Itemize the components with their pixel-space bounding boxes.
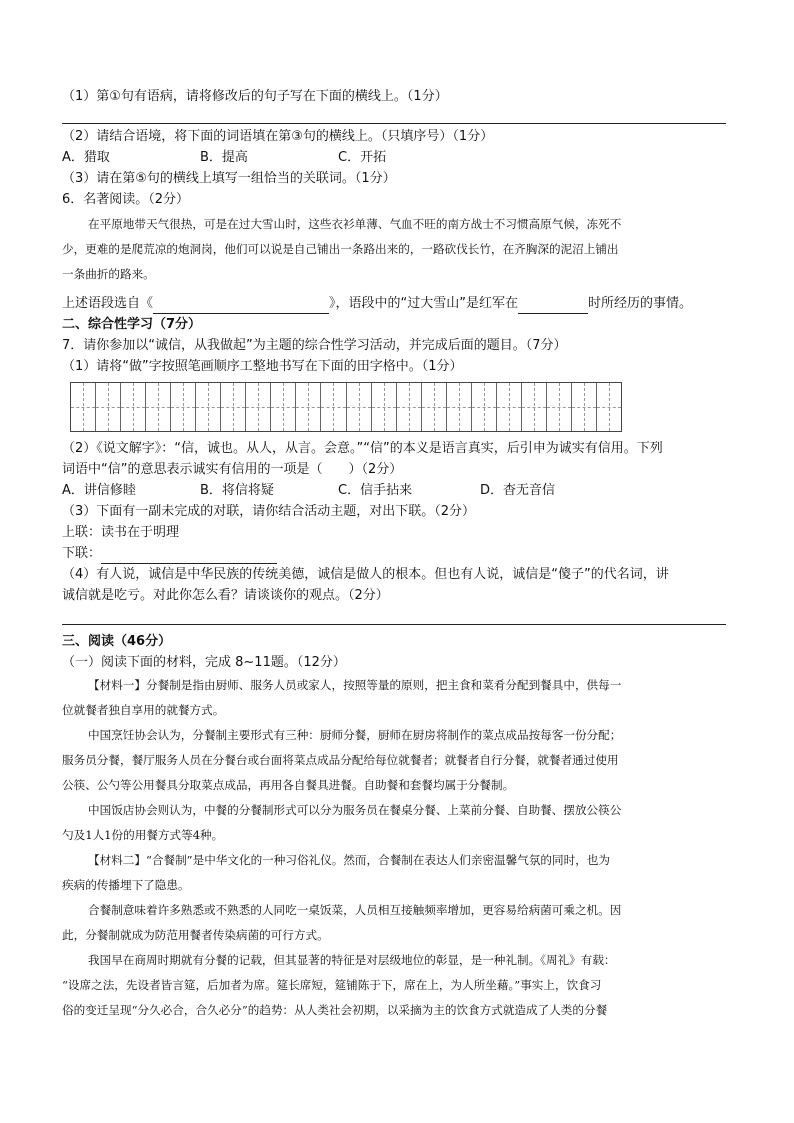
section-2-heading: 二、综合性学习（7分） (62, 317, 202, 332)
answer-line[interactable] (62, 123, 726, 124)
reading-material (62, 673, 726, 1023)
exam-page (62, 86, 726, 1023)
reading-line: 中国烹饪协会认为，分餐制主要形式有三种：厨师分餐，厨师在厨房将制作的菜点成品按每客一份分配； (88, 728, 622, 742)
tianzige-grid[interactable] (62, 382, 726, 432)
q7-sub4-line1: （4）有人说，诚信是中华民族的传统美德，诚信是做人的根本。但也有人说，诚信是“傻子”的代名词，讲 (62, 567, 669, 582)
q5-sub3: （3）请在第⑤句的横线上填写一组恰当的关联词。（1分） (62, 171, 396, 186)
q5-sub1: （1）第①句有语病，请将修改后的句子写在下面的横线上。（1分） (62, 89, 448, 104)
grid-cell[interactable] (372, 383, 397, 431)
couplet-lower-label: 下联： (62, 546, 102, 561)
grid-cell[interactable] (96, 383, 121, 431)
q7-sub2-line2: 词语中“信”的意思表示诚实有信用的一项是（ ）（2分） (62, 462, 403, 477)
q6-middle: 》，语段中的“过大雪山”是红军在 (329, 296, 518, 311)
passage-line: 少，更难的是爬荒凉的炮洞岗，他们可以说是自己铺出一条路出来的，一路砍伐长竹，在齐胸深的泥沼上铺出 (62, 242, 619, 256)
couplet-lower-blank[interactable] (101, 548, 277, 564)
q5-options (62, 147, 726, 168)
section-3-heading: 三、阅读（46分） (62, 634, 172, 649)
grid-cell[interactable] (472, 383, 497, 431)
grid-cell[interactable] (121, 383, 146, 431)
grid-cell[interactable] (321, 383, 346, 431)
grid-cell[interactable] (296, 383, 321, 431)
grid-cell[interactable] (221, 383, 246, 431)
grid-cell[interactable] (246, 383, 271, 431)
q7-sub1: （1）请将“做”字按照笔画顺序工整地书写在下面的田字格中。（1分） (62, 359, 463, 374)
option-b[interactable]: B．将信将疑 (200, 483, 274, 498)
reading-line: 勺及1人1份的用餐方式等4种。 (62, 828, 224, 842)
option-c[interactable]: C．开拓 (338, 150, 387, 165)
q5-sub2: （2）请结合语境，将下面的词语填在第③句的横线上。（只填序号）（1分） (62, 129, 494, 144)
q7-options (62, 480, 726, 501)
q6-passage (62, 212, 726, 287)
reading-line: 【材料二】“合餐制”是中华文化的一种习俗礼仪。然而，合餐制在表达人们亲密温馨气氛的同时，也为 (88, 853, 610, 867)
grid-cell[interactable] (347, 383, 372, 431)
q6-question (62, 293, 726, 314)
q6-title: 6．名著阅读。（2分） (62, 192, 190, 207)
passage-line: 一条曲折的路来。 (62, 267, 155, 281)
q7-sub4-line2: 诚信就是吃亏。对此你怎么看？请谈谈你的观点。（2分） (62, 588, 389, 603)
option-a[interactable]: A．讲信修睦 (62, 483, 136, 498)
reading-line: 位就餐者独自享用的就餐方式。 (62, 703, 225, 717)
option-a[interactable]: A．猎取 (62, 150, 110, 165)
grid-cell[interactable] (547, 383, 572, 431)
reading-line: 中国饭店协会则认为，中餐的分餐制形式可以分为服务员在餐桌分餐、上菜前分餐、自助餐、摆放公筷公 (88, 803, 622, 817)
q6-suffix: 时所经历的事情。 (588, 296, 693, 311)
passage-line: 在平原地带天气很热，可是在过大雪山时，这些衣衫单薄、气血不旺的南方战士不习惯高原气候，冻死不 (88, 217, 622, 231)
couplet-upper: 上联：读书在于明理 (62, 525, 180, 540)
event-blank[interactable] (518, 298, 588, 314)
option-d[interactable]: D．杳无音信 (480, 483, 556, 498)
grid-cell[interactable] (522, 383, 547, 431)
book-title-blank[interactable] (153, 298, 329, 314)
option-b[interactable]: B．提高 (200, 150, 248, 165)
grid-cell[interactable] (447, 383, 472, 431)
reading-line: 俗的变迁呈现“分久必合，合久必分”的趋势：从人类社会初期，以采摘为主的饮食方式就造成了人类的分餐 (62, 1003, 608, 1017)
grid-cell[interactable] (397, 383, 422, 431)
reading-line: 【材料一】分餐制是指由厨师、服务人员或家人，按照等量的原则，把主食和菜肴分配到餐具中，供每一 (88, 678, 622, 692)
q7-sub3: （3）下面有一副未完成的对联，请你结合活动主题，对出下联。（2分） (62, 504, 476, 519)
q7-title: 7．请你参加以“诚信，从我做起”为主题的综合性学习活动，并完成后面的题目。（7分） (62, 338, 567, 353)
reading-1-title: （一）阅读下面的材料，完成 8~11题。（12分） (62, 655, 346, 670)
answer-line[interactable] (62, 624, 726, 625)
reading-line: 疾病的传播埋下了隐患。 (62, 878, 190, 892)
grid-cell[interactable] (597, 383, 621, 431)
couplet-lower-row (62, 543, 726, 564)
grid-cell[interactable] (572, 383, 597, 431)
grid-cell[interactable] (196, 383, 221, 431)
reading-line: 此，分餐制就成为防范用餐者传染病菌的可行方式。 (62, 928, 329, 942)
q7-sub2-line1: （2）《说文解字》：“信，诚也。从人，从言。会意。”“信”的本义是语言真实，后引申为诚实有信用。下列 (62, 441, 663, 456)
option-c[interactable]: C．信手拈来 (338, 483, 413, 498)
reading-line: 合餐制意味着许多熟悉或不熟悉的人同吃一桌饭菜，人员相互接触频率增加，更容易给病菌可乘之机。因 (88, 903, 622, 917)
grid-cell[interactable] (171, 383, 196, 431)
grid-cell[interactable] (497, 383, 522, 431)
grid-cell[interactable] (271, 383, 296, 431)
reading-line: 公筷、公勺等公用餐具分取菜点成品，再用各自餐具进餐。自助餐和套餐均属于分餐制。 (62, 778, 515, 792)
q6-prefix: 上述语段选自《 (62, 296, 154, 311)
reading-line: 我国早在商周时期就有分餐的记载，但其显著的特征是对层级地位的彰显，是一种礼制。《周礼》有载： (88, 953, 616, 967)
grid-cell[interactable] (146, 383, 171, 431)
reading-line: 服务员分餐，餐厅服务人员在分餐台或台面将菜点成品分配给每位就餐者；就餐者自行分餐，就餐者通过使用 (62, 753, 619, 767)
grid-cell[interactable] (422, 383, 447, 431)
reading-line: “设席之法，先设者皆言筵，后加者为席。筵长席短，筵铺陈于下，席在上，为人所坐藉。”事实上，饮食习 (62, 978, 602, 992)
grid-cell[interactable] (71, 383, 96, 431)
